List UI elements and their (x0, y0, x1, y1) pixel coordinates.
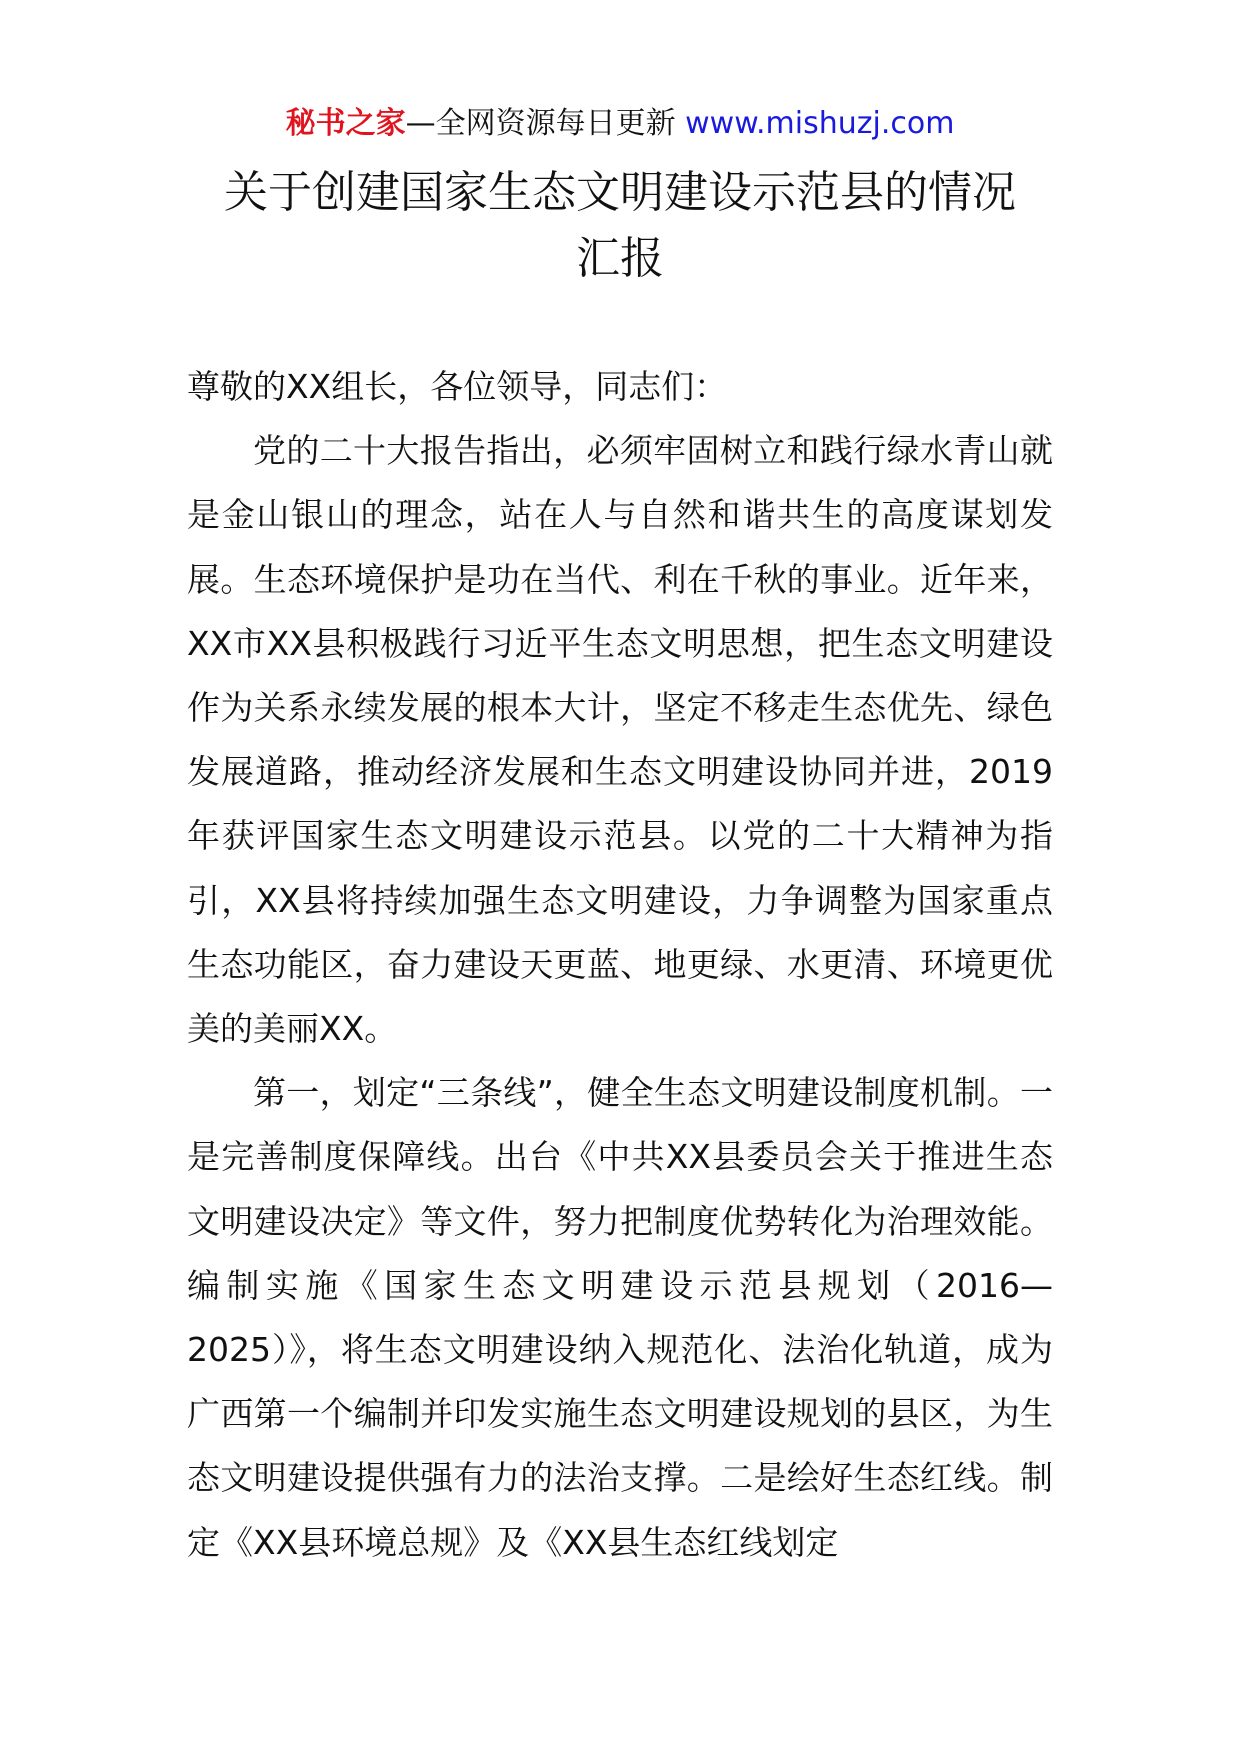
paragraph-first-point: 第一，划定“三条线”，健全生态文明建设制度机制。一是完善制度保障线。出台《中共XX县委员会关于推进生态文明建设决定》等文件，努力把制度优势转化为治理效能。编制实施《国家生态文明建设示范县规划（2016—2025）》，将生态文明建设纳入规范化、法治化轨道，成为广西第一个编制并印发实施生态文明建设规划的县区，为生态文明建设提供强有力的法治支撑。二是绘好生态红线。制定《XX县环境总规》及《XX县生态红线划定 (187, 1073, 1053, 1562)
banner-tagline: —全网资源每日更新 (405, 106, 676, 141)
document-title-line-2: 汇报 (576, 233, 664, 284)
document-body (187, 355, 1053, 1575)
document-title-line-1: 关于创建国家生态文明建设示范县的情况 (224, 167, 1016, 218)
site-banner (0, 98, 1240, 150)
site-url-link[interactable]: www.mishuzj.com (685, 106, 955, 141)
document-title (0, 160, 1240, 292)
brand-name: 秘书之家 (285, 106, 406, 141)
salutation: 尊敬的XX组长，各位领导，同志们： (187, 367, 728, 406)
paragraph-intro: 党的二十大报告指出，必须牢固树立和践行绿水青山就是金山银山的理念，站在人与自然和谐共生的高度谋划发展。生态环境保护是功在当代、利在千秋的事业。近年来，XX市XX县积极践行习近平生态文明思想，把生态文明建设作为关系永续发展的根本大计，坚定不移走生态优先、绿色发展道路，推动经济发展和生态文明建设协同并进，2019年获评国家生态文明建设示范县。以党的二十大精神为指引，XX县将持续加强生态文明建设，力争调整为国家重点生态功能区，奋力建设天更蓝、地更绿、水更清、环境更优美的美丽XX。 (187, 431, 1053, 1049)
